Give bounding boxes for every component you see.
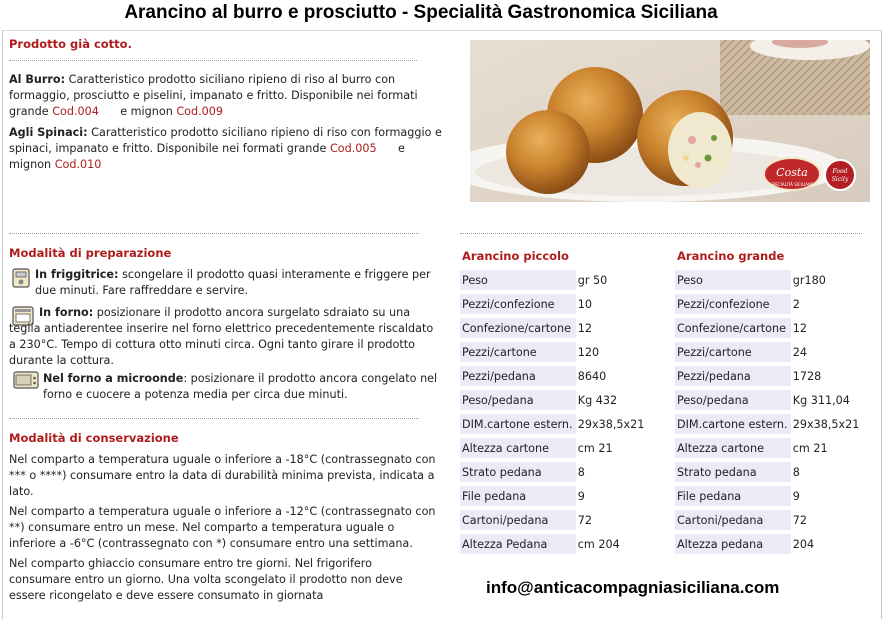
row-label: Strato pedana (460, 462, 576, 482)
row-label: Pezzi/cartone (460, 342, 576, 362)
page-title: Arancino al burro e prosciutto - Specialità Gastronomica Siciliana (124, 2, 718, 23)
micro-label: Nel forno a microonde (43, 372, 184, 385)
prep-heading: Modalità di preparazione (9, 246, 172, 260)
arancini-image (470, 40, 870, 202)
row-label: Pezzi/pedana (675, 366, 791, 386)
table-row (460, 414, 656, 434)
oven-text: posizionare il prodotto ancora surgelato sdraiato su una teglia antiaderentee inserire nel forno elettrico precedentemente riscaldato a 230°C. Tempo di cottura otto minuti circa. Ogni tanto girare il prodotto durante la cottura. (9, 306, 434, 367)
table-row (460, 390, 656, 410)
spinaci-mid: e mignon (9, 142, 405, 171)
table-row (460, 510, 656, 530)
row-value: gr180 (791, 270, 871, 290)
row-value: 72 (791, 510, 871, 530)
spec-table-large (675, 266, 871, 558)
row-value: 29x38,5x21 (576, 414, 656, 434)
storage-p2: Nel comparto a temperatura uguale o inferiore a -12°C (contrassegnato con **) consumare entro un mese. Nel comparto a temperatura uguale o inferiore a -6°C (contrassegnato con *) consumare entro una settimana. (9, 505, 436, 550)
table-row (460, 270, 656, 290)
table-row (675, 510, 871, 530)
row-label: Pezzi/pedana (460, 366, 576, 386)
row-value: 8640 (576, 366, 656, 386)
storage-heading: Modalità di conservazione (9, 431, 179, 445)
row-label: Altezza cartone (460, 438, 576, 458)
micro-text: : posizionare il prodotto ancora congelato nel forno e cuocere a potenza media per circa due minuti. (43, 372, 438, 401)
row-value: 204 (791, 534, 871, 554)
row-value: 2 (791, 294, 871, 314)
prep-oven (9, 305, 439, 369)
divider (9, 60, 417, 61)
burro-code-mignon: Cod.009 (176, 105, 224, 118)
costa-logo (764, 158, 820, 190)
table-small-heading: Arancino piccolo (462, 249, 569, 263)
oven-label: In forno: (39, 306, 94, 319)
row-value: 29x38,5x21 (791, 414, 871, 434)
table-row (675, 462, 871, 482)
table-row (460, 462, 656, 482)
table-row (460, 534, 656, 554)
row-label: File pedana (675, 486, 791, 506)
table-row (675, 342, 871, 362)
table-row (675, 318, 871, 338)
table-row (460, 486, 656, 506)
table-large-heading: Arancino grande (677, 249, 785, 263)
fryer-icon (12, 268, 30, 292)
row-label: File pedana (460, 486, 576, 506)
row-label: Pezzi/confezione (675, 294, 791, 314)
spec-table-small (460, 266, 656, 558)
row-label: Peso (460, 270, 576, 290)
divider (9, 233, 419, 234)
divider (460, 233, 862, 234)
burro-label: Al Burro: (9, 73, 66, 86)
row-label: Altezza pedana (675, 534, 791, 554)
food-sicily-logo (825, 160, 855, 190)
table-row (460, 318, 656, 338)
burro-text: Caratteristico prodotto siciliano ripieno di riso al burro con formaggio, prosciutto e piselini, impanato e fritto. Disponibile nei formati grande (9, 73, 418, 118)
table-row (460, 438, 656, 458)
table-row (460, 294, 656, 314)
row-label: Peso/pedana (460, 390, 576, 410)
row-label: Altezza cartone (675, 438, 791, 458)
product-burro (9, 72, 441, 120)
row-label: Cartoni/pedana (460, 510, 576, 530)
row-value: Kg 432 (576, 390, 656, 410)
food-sicily-line1: Food (832, 168, 848, 175)
row-value: 12 (791, 318, 871, 338)
table-row (675, 366, 871, 386)
row-value: 8 (791, 462, 871, 482)
storage-p3: Nel comparto ghiaccio consumare entro tre giorni. Nel frigorifero consumare entro un giorno. Una volta scongelato il prodotto non deve essere ricongelato e deve essere consumato in giornata (9, 557, 403, 602)
row-value: 120 (576, 342, 656, 362)
contact-email[interactable]: info@anticacompagniasiciliana.com (486, 578, 780, 597)
costa-logo-sub: SPECIALITÀ SICILIANE (770, 182, 814, 187)
row-value: cm 21 (791, 438, 871, 458)
row-label: Altezza Pedana (460, 534, 576, 554)
table-row (675, 486, 871, 506)
row-value: 72 (576, 510, 656, 530)
table-row (675, 438, 871, 458)
product-heading: Prodotto già cotto. (9, 37, 132, 51)
row-label: DIM.cartone estern. (460, 414, 576, 434)
row-label: DIM.cartone estern. (675, 414, 791, 434)
table-row (675, 270, 871, 290)
row-value: 9 (576, 486, 656, 506)
spinaci-label: Agli Spinaci: (9, 126, 88, 139)
burro-mid: e mignon (120, 105, 173, 118)
table-row (675, 294, 871, 314)
table-row (460, 342, 656, 362)
prep-fryer (35, 267, 435, 299)
row-value: 12 (576, 318, 656, 338)
spinaci-code-mignon: Cod.010 (54, 158, 102, 171)
costa-logo-text: Costa (776, 166, 808, 179)
fry-text: scongelare il prodotto quasi interamente e friggere per due minuti. Fare raffreddare e servire. (35, 268, 431, 297)
row-value: Kg 311,04 (791, 390, 871, 410)
row-value: 10 (576, 294, 656, 314)
row-value: cm 204 (576, 534, 656, 554)
row-value: gr 50 (576, 270, 656, 290)
row-label: Peso/pedana (675, 390, 791, 410)
row-label: Pezzi/confezione (460, 294, 576, 314)
table-row (675, 534, 871, 554)
table-row (675, 390, 871, 410)
spinaci-text: Caratteristico prodotto siciliano ripieno di riso con formaggio e spinaci, impanato e fritto. Disponibile nei formati grande (9, 126, 442, 155)
burro-code-grande: Cod.004 (52, 105, 99, 118)
product-spinaci (9, 125, 449, 173)
row-label: Cartoni/pedana (675, 510, 791, 530)
spinaci-code-grande: Cod.005 (329, 142, 377, 155)
storage-p1: Nel comparto a temperatura uguale o inferiore a -18°C (contrassegnato con *** o ****) consumare entro la data di durabilità minima prevista, indicata a lato. (9, 453, 436, 498)
row-label: Confezione/cartone (675, 318, 791, 338)
divider (9, 418, 419, 419)
fry-label: In friggitrice: (35, 268, 119, 281)
prep-microwave (43, 371, 443, 403)
row-value: cm 21 (576, 438, 656, 458)
microwave-icon (13, 371, 39, 393)
row-label: Strato pedana (675, 462, 791, 482)
food-sicily-line2: Sicily (831, 176, 849, 183)
table-row (460, 366, 656, 386)
row-value: 8 (576, 462, 656, 482)
row-value: 1728 (791, 366, 871, 386)
product-photo (470, 40, 870, 202)
row-value: 9 (791, 486, 871, 506)
row-label: Pezzi/cartone (675, 342, 791, 362)
row-label: Peso (675, 270, 791, 290)
row-value: 24 (791, 342, 871, 362)
row-label: Confezione/cartone (460, 318, 576, 338)
table-row (675, 414, 871, 434)
